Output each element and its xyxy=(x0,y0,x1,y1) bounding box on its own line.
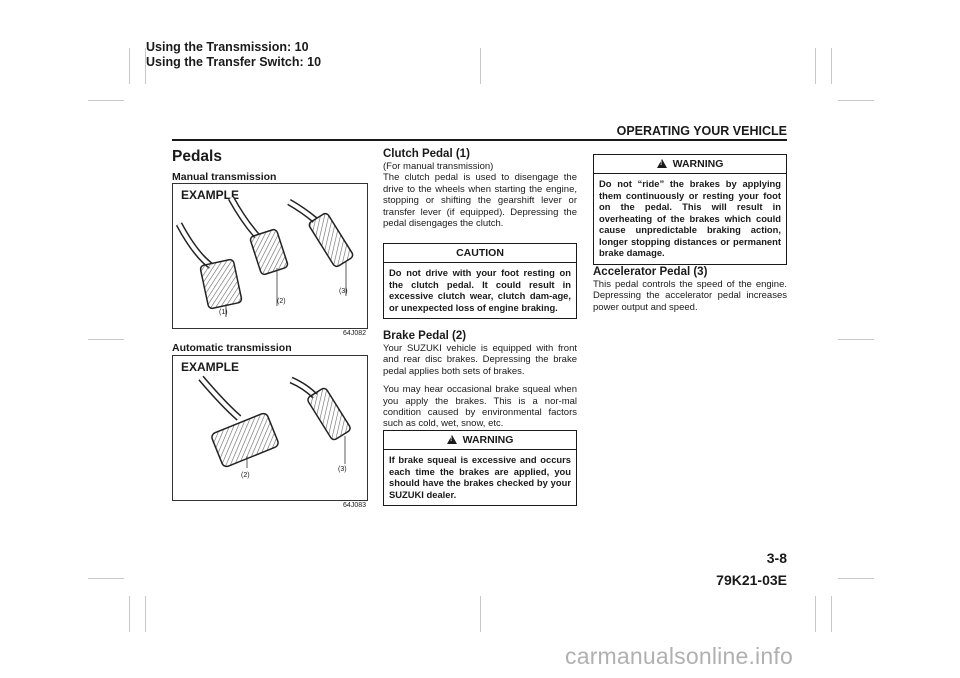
brake-heading: Brake Pedal (2) xyxy=(383,330,467,342)
caution-title: CAUTION xyxy=(384,244,576,263)
crop-mark xyxy=(480,596,481,632)
watermark: carmanualsonline.info xyxy=(565,643,793,669)
automatic-pedals-illustration xyxy=(173,356,367,500)
crop-mark xyxy=(129,48,130,84)
figure-code: 64J082 xyxy=(343,330,366,337)
section-header: OPERATING YOUR VEHICLE xyxy=(616,124,787,138)
callout-3: (3) xyxy=(339,288,348,295)
clutch-section xyxy=(383,148,577,236)
running-header-left xyxy=(146,40,321,70)
warning-text: If brake squeal is excessive and occurs each time the brakes are applied, you should have the brakes checked by your SUZUKI dealer. xyxy=(389,454,571,500)
callout-3: (3) xyxy=(338,466,347,473)
crop-mark xyxy=(145,596,146,632)
accelerator-pedal-pad xyxy=(308,212,354,268)
callout-2: (2) xyxy=(241,472,250,479)
riding-brakes-warning-box xyxy=(593,154,787,265)
caution-text: Do not drive with your foot resting on the clutch pedal. It could result in excessive clutch wear, clutch dam-age, or unexpected loss of engine braking. xyxy=(389,267,571,313)
clutch-subnote: (For manual transmission) xyxy=(383,161,494,172)
warning-title: WARNING xyxy=(672,158,724,170)
example-badge: EXAMPLE xyxy=(181,360,240,374)
header-rule xyxy=(172,139,787,141)
automatic-pedals-figure xyxy=(172,355,368,501)
crop-mark xyxy=(815,596,816,632)
callout-1: (1) xyxy=(219,309,228,316)
crop-mark xyxy=(88,100,124,101)
page-number: 3-8 xyxy=(766,550,787,566)
crop-mark xyxy=(838,578,874,579)
crop-mark xyxy=(88,339,124,340)
brake-paragraph-1: Your SUZUKI vehicle is equipped with front and rear disc brakes. Depressing the brake pedal applies both sets of brakes. xyxy=(383,343,577,377)
manual-transmission-label: Manual transmission xyxy=(172,171,277,183)
warning-triangle-icon xyxy=(657,159,667,168)
caution-box xyxy=(383,243,577,319)
warning-title: WARNING xyxy=(462,434,514,446)
crop-mark xyxy=(831,596,832,632)
brake-pedal-pad xyxy=(210,412,279,468)
document-code: 79K21-03E xyxy=(716,572,787,588)
page-title: Pedals xyxy=(172,148,222,165)
clutch-heading: Clutch Pedal (1) xyxy=(383,148,470,160)
accelerator-heading: Accelerator Pedal (3) xyxy=(593,266,708,278)
brake-paragraph-2: You may hear occasional brake squeal when you apply the brakes. This is a nor-mal condition caused by environmental factors such as cold, wet, snow, etc. xyxy=(383,384,577,430)
brake-pedal-pad xyxy=(250,229,289,276)
crop-mark xyxy=(815,48,816,84)
manual-pedals-figure xyxy=(172,183,368,329)
automatic-transmission-label: Automatic transmission xyxy=(172,342,292,354)
header-line-2: Using the Transfer Switch: 10 xyxy=(146,55,322,69)
crop-mark xyxy=(480,48,481,84)
accelerator-body: This pedal controls the speed of the engine. Depressing the accelerator pedal increases power output and speed. xyxy=(593,279,787,313)
crop-mark xyxy=(838,100,874,101)
warning-triangle-icon xyxy=(447,435,457,444)
crop-mark xyxy=(129,596,130,632)
warning-text: Do not “ride” the brakes by applying them continuously or resting your foot on the pedal. This will result in overheating of the brakes which could cause unpredictable braking action, longer stopping distances or permanent brake damage. xyxy=(599,178,781,258)
accelerator-section xyxy=(593,266,787,320)
brake-section xyxy=(383,330,577,437)
example-badge: EXAMPLE xyxy=(181,188,240,202)
header-line-1: Using the Transmission: 10 xyxy=(146,40,309,54)
crop-mark xyxy=(838,339,874,340)
clutch-pedal-pad xyxy=(200,259,242,309)
figure-code: 64J083 xyxy=(343,502,366,509)
brake-warning-box xyxy=(383,430,577,506)
clutch-body: The clutch pedal is used to disengage the drive to the wheels when starting the engine, stopping or shifting the gearshift lever or transfer lever (if equipped). Depressing the pedal disengages the clutch. xyxy=(383,172,577,230)
accelerator-pedal-pad xyxy=(306,387,351,441)
crop-mark xyxy=(831,48,832,84)
warning-header xyxy=(594,155,786,174)
warning-header xyxy=(384,431,576,450)
callout-2: (2) xyxy=(277,298,286,305)
manual-pedals-illustration xyxy=(173,184,367,328)
crop-mark xyxy=(88,578,124,579)
